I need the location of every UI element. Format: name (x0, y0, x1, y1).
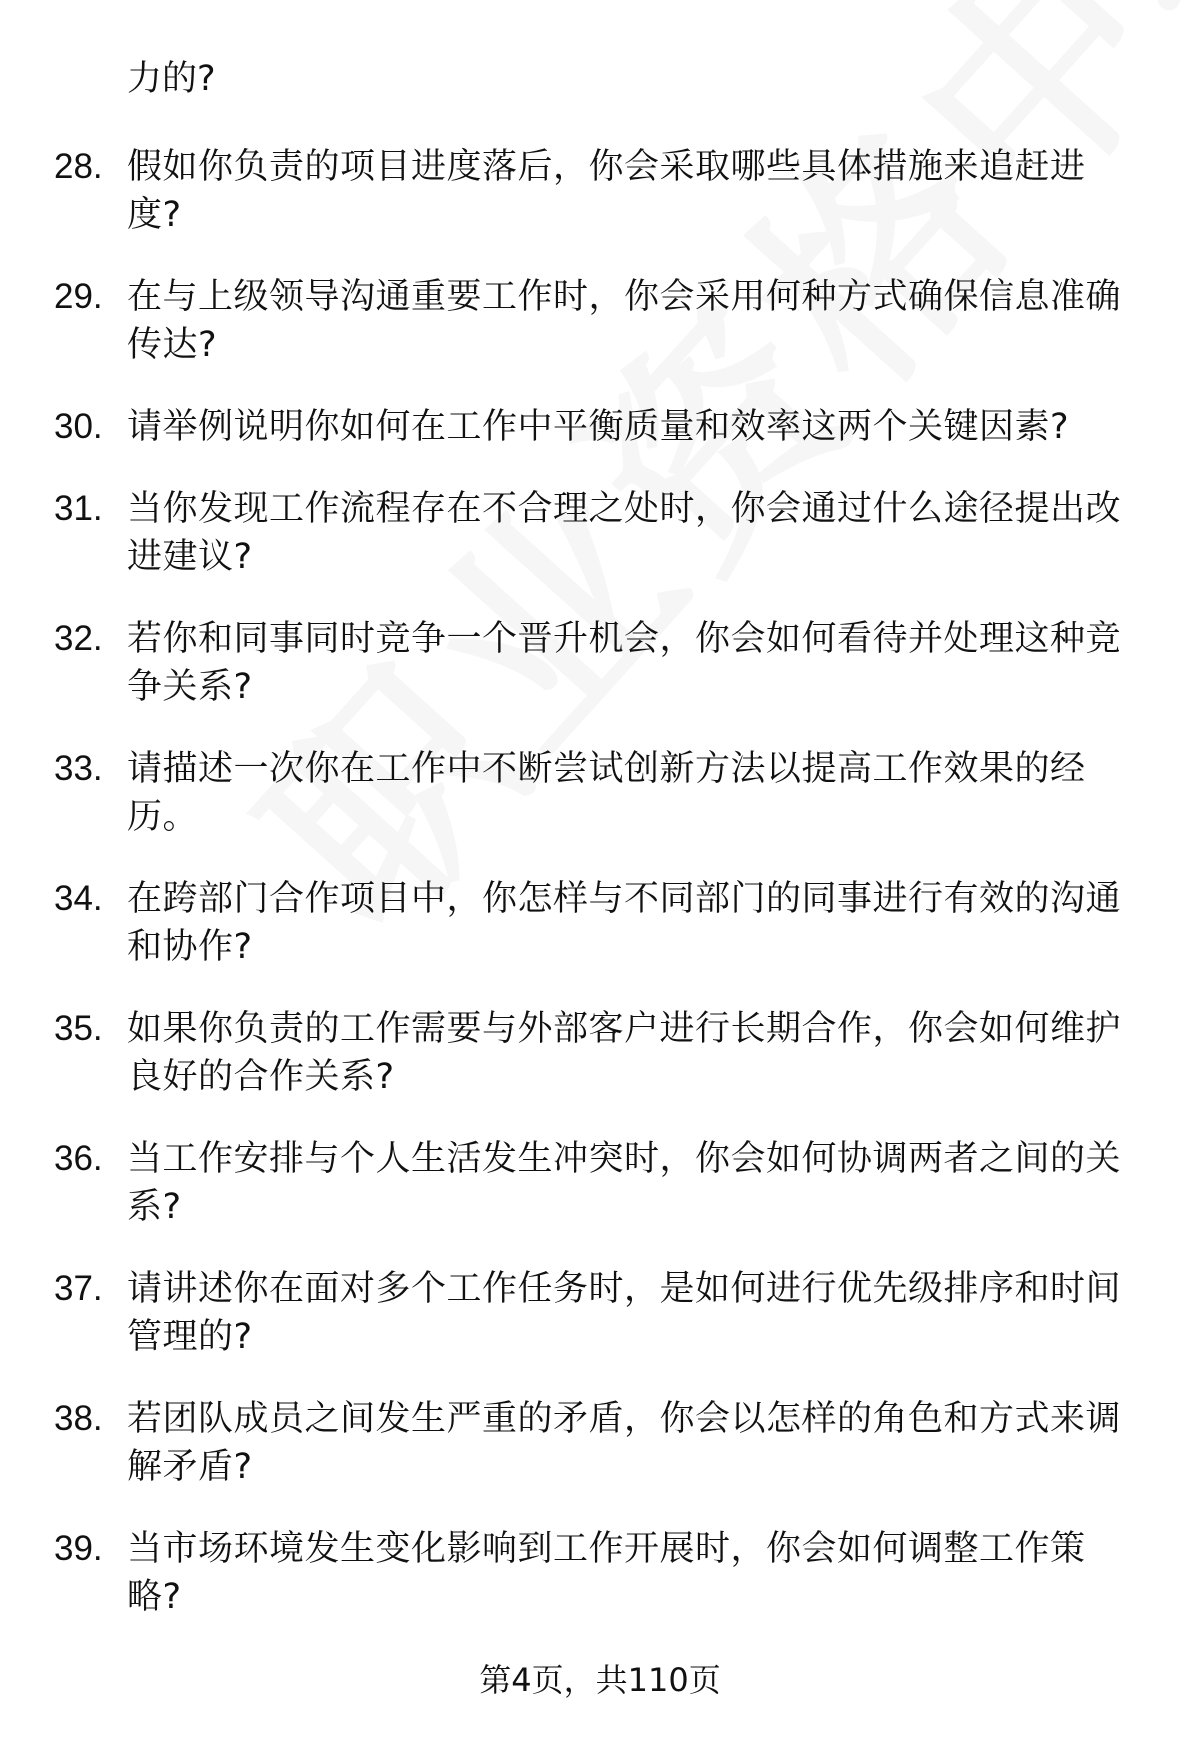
question-line: 略? (127, 1577, 182, 1617)
question-line: 若团队成员之间发生严重的矛盾，你会以怎样的角色和方式来调 (127, 1399, 1122, 1439)
question-item-29 (0, 273, 1200, 403)
question-line: 管理的? (127, 1317, 253, 1357)
question-line: 当工作安排与个人生活发生冲突时，你会如何协调两者之间的关 (127, 1139, 1122, 1179)
question-number: 35. (54, 1009, 103, 1048)
question-number: 36. (54, 1139, 103, 1178)
question-text (127, 273, 1147, 369)
question-item-36 (0, 1135, 1200, 1265)
question-item-34 (0, 875, 1200, 1005)
question-line: 请讲述你在面对多个工作任务时，是如何进行优先级排序和时间 (127, 1269, 1122, 1309)
question-line: 假如你负责的项目进度落后，你会采取哪些具体措施来追赶进 (127, 147, 1086, 187)
question-number: 30. (54, 407, 103, 446)
question-item-39 (0, 1525, 1200, 1655)
question-number: 33. (54, 749, 103, 788)
question-number: 39. (54, 1529, 103, 1568)
question-text (127, 1005, 1147, 1101)
question-line: 当你发现工作流程存在不合理之处时，你会通过什么途径提出改 (127, 489, 1122, 529)
question-text (127, 1395, 1147, 1491)
question-number: 29. (54, 277, 103, 316)
question-text (127, 485, 1147, 581)
question-line: 争关系? (127, 667, 253, 707)
question-number: 37. (54, 1269, 103, 1308)
question-line: 系? (127, 1187, 182, 1227)
question-item-31 (0, 485, 1200, 615)
question-number: 34. (54, 879, 103, 918)
question-line: 请描述一次你在工作中不断尝试创新方法以提高工作效果的经 (127, 749, 1086, 789)
question-text (127, 615, 1147, 711)
question-text (127, 143, 1147, 239)
question-line: 如果你负责的工作需要与外部客户进行长期合作，你会如何维护 (127, 1009, 1122, 1049)
question-text (127, 1265, 1147, 1361)
question-item-28 (0, 143, 1200, 273)
continuation-text: 力的? (127, 59, 216, 99)
question-line: 若你和同事同时竞争一个晋升机会，你会如何看待并处理这种竞 (127, 619, 1122, 659)
question-item-38 (0, 1395, 1200, 1525)
question-line: 请举例说明你如何在工作中平衡质量和效率这两个关键因素? (127, 407, 1070, 447)
question-text (127, 1525, 1147, 1621)
question-line: 在跨部门合作项目中，你怎样与不同部门的同事进行有效的沟通 (127, 879, 1122, 919)
question-number: 28. (54, 147, 103, 186)
question-line: 当市场环境发生变化影响到工作开展时，你会如何调整工作策 (127, 1529, 1086, 1569)
question-line: 良好的合作关系? (127, 1057, 395, 1097)
question-text (127, 745, 1147, 841)
question-line: 在与上级领导沟通重要工作时，你会采用何种方式确保信息准确 (127, 277, 1122, 317)
question-list (0, 143, 1200, 1655)
question-text (127, 1135, 1147, 1231)
question-item-30 (0, 403, 1200, 485)
question-number: 38. (54, 1399, 103, 1438)
page-indicator: 第4页，共110页 (479, 1661, 721, 1699)
question-text (127, 875, 1147, 971)
question-line: 度? (127, 195, 182, 235)
question-line: 历。 (127, 797, 199, 837)
question-line: 和协作? (127, 927, 253, 967)
question-number: 32. (54, 619, 103, 658)
question-item-33 (0, 745, 1200, 875)
page-footer (0, 1660, 1200, 1700)
question-item-35 (0, 1005, 1200, 1135)
question-item-32 (0, 615, 1200, 745)
question-item-37 (0, 1265, 1200, 1395)
question-line: 进建议? (127, 537, 253, 577)
question-line: 传达? (127, 325, 218, 365)
question-line: 解矛盾? (127, 1447, 253, 1487)
question-number: 31. (54, 489, 103, 528)
question-text (127, 403, 1147, 451)
